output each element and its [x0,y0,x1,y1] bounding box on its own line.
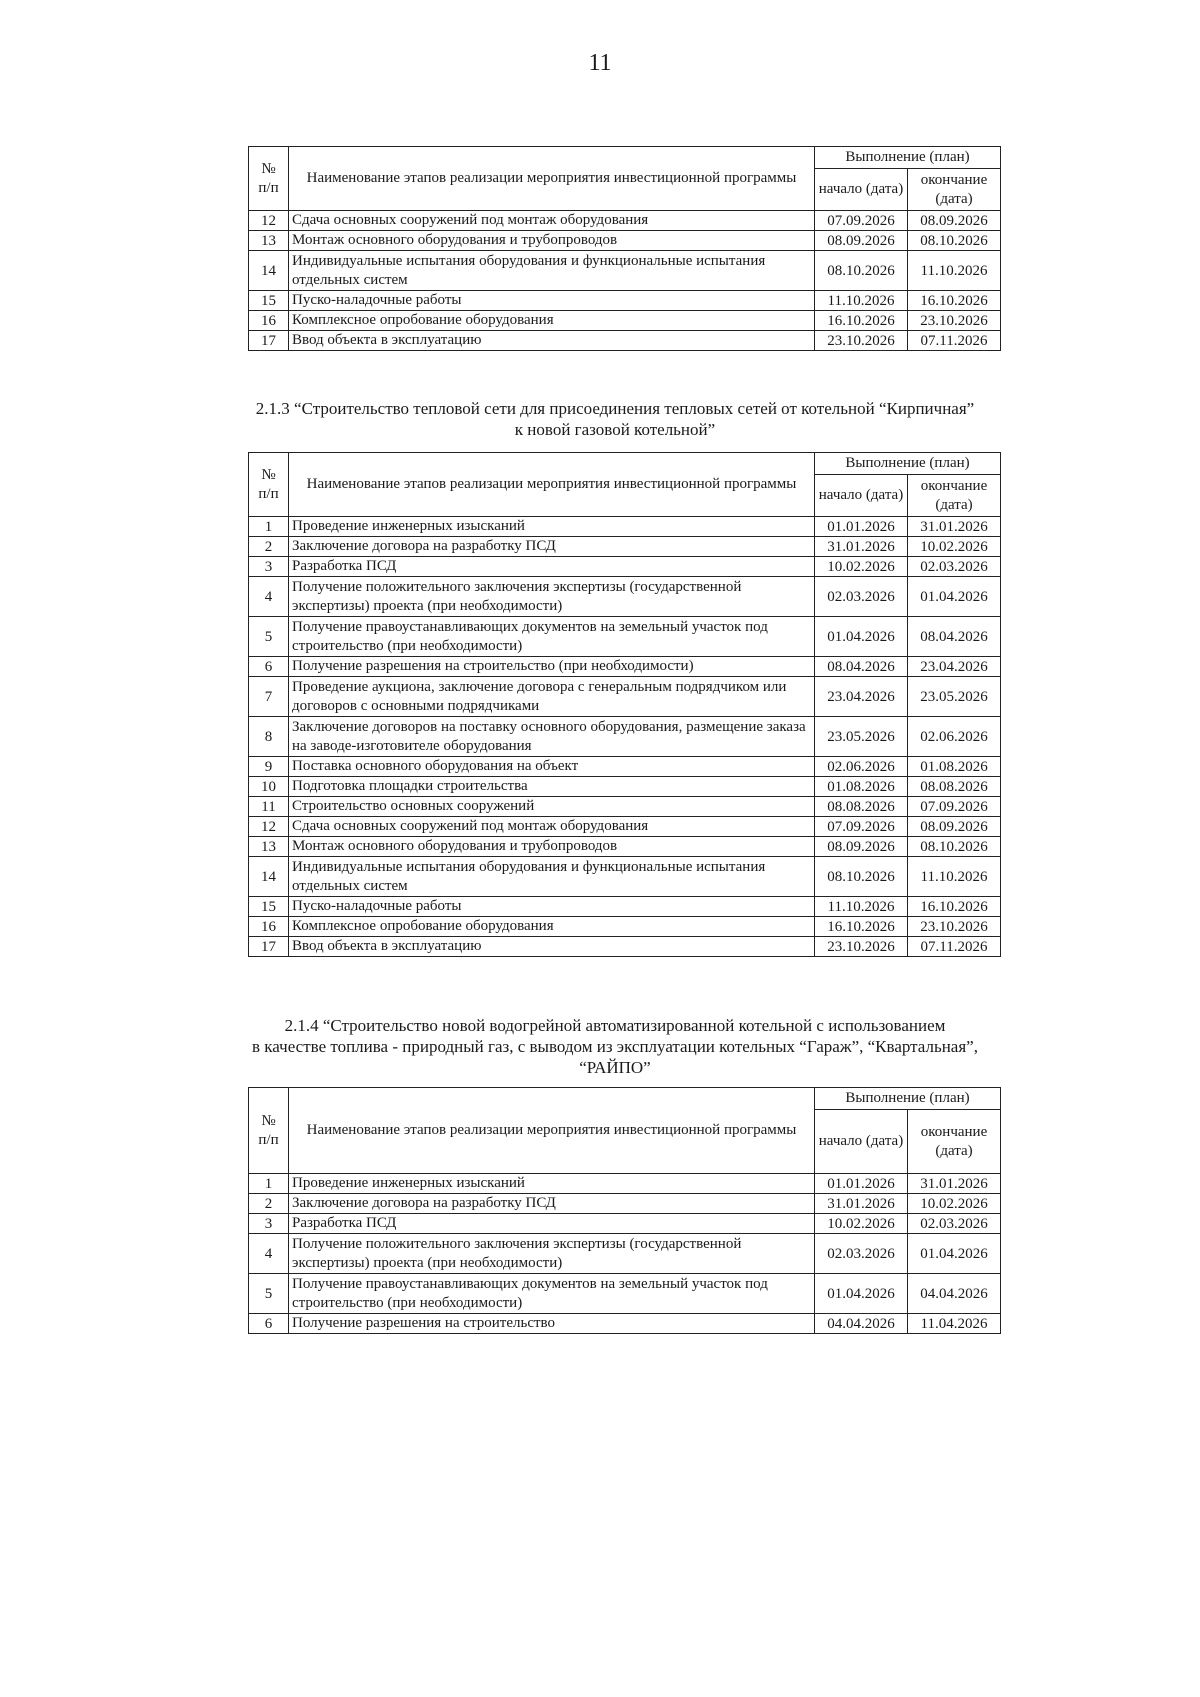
start-date: 01.04.2026 [815,1274,908,1314]
header-start: начало (дата) [815,169,908,211]
row-number: 5 [249,617,289,657]
plan-table-continuation [248,146,1001,351]
start-date: 01.04.2026 [815,617,908,657]
row-number: 12 [249,817,289,837]
stage-name: Разработка ПСД [289,1214,815,1234]
header-execution: Выполнение (план) [815,147,1001,169]
row-number: 8 [249,717,289,757]
row-number: 14 [249,251,289,291]
table-row [249,797,1001,817]
start-date: 23.10.2026 [815,331,908,351]
start-date: 31.01.2026 [815,1194,908,1214]
section-heading-line: 2.1.3 “Строительство тепловой сети для присоединения тепловых сетей от котельной “Кирпичная” [255,399,975,418]
end-date: 08.10.2026 [908,231,1001,251]
row-number: 16 [249,917,289,937]
start-date: 07.09.2026 [815,211,908,231]
stage-name: Заключение договора на разработку ПСД [289,1194,815,1214]
start-date: 23.10.2026 [815,937,908,957]
start-date: 11.10.2026 [815,291,908,311]
stage-name: Проведение инженерных изысканий [289,517,815,537]
table-row [249,677,1001,717]
start-date: 11.10.2026 [815,897,908,917]
header-num-line1: № [261,1112,276,1129]
header-num-line2: п/п [258,485,279,502]
end-date: 10.02.2026 [908,1194,1001,1214]
table-body [249,1174,1001,1334]
stage-name: Пуско-наладочные работы [289,897,815,917]
start-date: 23.05.2026 [815,717,908,757]
table-row [249,231,1001,251]
table-row [249,311,1001,331]
row-number: 16 [249,311,289,331]
table-row [249,577,1001,617]
start-date: 08.10.2026 [815,857,908,897]
table-row [249,897,1001,917]
start-date: 02.06.2026 [815,757,908,777]
header-num-line1: № [261,160,276,177]
row-number: 17 [249,331,289,351]
stage-name: Индивидуальные испытания оборудования и функциональные испытания отдельных систем [289,251,815,291]
end-date: 23.10.2026 [908,917,1001,937]
section-heading-line: 2.1.4 “Строительство новой водогрейной автоматизированной котельной с использованием [284,1016,946,1035]
row-number: 7 [249,677,289,717]
end-date: 08.09.2026 [908,817,1001,837]
end-date: 31.01.2026 [908,1174,1001,1194]
start-date: 16.10.2026 [815,311,908,331]
end-date: 11.10.2026 [908,251,1001,291]
table-row [249,657,1001,677]
header-stage-name: Наименование этапов реализации мероприятия инвестиционной программы [289,147,815,211]
end-date: 02.03.2026 [908,1214,1001,1234]
row-number: 6 [249,657,289,677]
header-end: окончание (дата) [908,169,1001,211]
end-date: 10.02.2026 [908,537,1001,557]
row-number: 6 [249,1314,289,1334]
end-date: 16.10.2026 [908,291,1001,311]
stage-name: Получение положительного заключения экспертизы (государственной экспертизы) проекта (при необходимости) [289,577,815,617]
header-execution: Выполнение (план) [815,1088,1001,1110]
start-date: 02.03.2026 [815,577,908,617]
row-number: 13 [249,837,289,857]
row-number: 9 [249,757,289,777]
stage-name: Пуско-наладочные работы [289,291,815,311]
start-date: 08.04.2026 [815,657,908,677]
start-date: 08.09.2026 [815,837,908,857]
end-date: 01.08.2026 [908,757,1001,777]
header-start: начало (дата) [815,1110,908,1174]
end-date: 08.08.2026 [908,777,1001,797]
end-date: 02.06.2026 [908,717,1001,757]
header-num-line2: п/п [258,179,279,196]
row-number: 12 [249,211,289,231]
end-date: 04.04.2026 [908,1274,1001,1314]
stage-name: Получение положительного заключения экспертизы (государственной экспертизы) проекта (при необходимости) [289,1234,815,1274]
table-row [249,937,1001,957]
start-date: 16.10.2026 [815,917,908,937]
row-number: 2 [249,1194,289,1214]
table-row [249,1194,1001,1214]
stage-name: Монтаж основного оборудования и трубопроводов [289,837,815,857]
stage-name: Подготовка площадки строительства [289,777,815,797]
start-date: 04.04.2026 [815,1314,908,1334]
row-number: 13 [249,231,289,251]
start-date: 01.08.2026 [815,777,908,797]
header-num-line2: п/п [258,1131,279,1148]
stage-name: Сдача основных сооружений под монтаж оборудования [289,817,815,837]
row-number: 10 [249,777,289,797]
stage-name: Заключение договора на разработку ПСД [289,537,815,557]
table-row [249,211,1001,231]
header-num-line1: № [261,466,276,483]
header-stage-name: Наименование этапов реализации мероприятия инвестиционной программы [289,1088,815,1174]
stage-name: Проведение аукциона, заключение договора с генеральным подрядчиком или договоров с основными подрядчиками [289,677,815,717]
end-date: 07.11.2026 [908,937,1001,957]
start-date: 31.01.2026 [815,537,908,557]
start-date: 08.08.2026 [815,797,908,817]
stage-name: Индивидуальные испытания оборудования и функциональные испытания отдельных систем [289,857,815,897]
stage-name: Ввод объекта в эксплуатацию [289,937,815,957]
table-row [249,331,1001,351]
table-row [249,1214,1001,1234]
end-date: 11.10.2026 [908,857,1001,897]
table-row [249,757,1001,777]
end-date: 08.10.2026 [908,837,1001,857]
row-number: 5 [249,1274,289,1314]
end-date: 08.04.2026 [908,617,1001,657]
start-date: 01.01.2026 [815,1174,908,1194]
row-number: 3 [249,1214,289,1234]
row-number: 15 [249,291,289,311]
row-number: 1 [249,517,289,537]
header-stage-name: Наименование этапов реализации мероприятия инвестиционной программы [289,453,815,517]
stage-name: Комплексное опробование оборудования [289,311,815,331]
table-row [249,291,1001,311]
header-end: окончание (дата) [908,475,1001,517]
stage-name: Получение правоустанавливающих документов на земельный участок под строительство (при необходимости) [289,617,815,657]
end-date: 07.11.2026 [908,331,1001,351]
start-date: 10.02.2026 [815,557,908,577]
start-date: 01.01.2026 [815,517,908,537]
end-date: 31.01.2026 [908,517,1001,537]
stage-name: Ввод объекта в эксплуатацию [289,331,815,351]
section-heading-line: “РАЙПО” [579,1058,651,1077]
stage-name: Получение разрешения на строительство [289,1314,815,1334]
end-date: 02.03.2026 [908,557,1001,577]
header-num [249,453,289,517]
stage-name: Монтаж основного оборудования и трубопроводов [289,231,815,251]
header-num [249,1088,289,1174]
row-number: 1 [249,1174,289,1194]
row-number: 2 [249,537,289,557]
header-end: окончание (дата) [908,1110,1001,1174]
end-date: 16.10.2026 [908,897,1001,917]
header-execution: Выполнение (план) [815,453,1001,475]
end-date: 11.04.2026 [908,1314,1001,1334]
row-number: 4 [249,1234,289,1274]
header-num [249,147,289,211]
stage-name: Сдача основных сооружений под монтаж оборудования [289,211,815,231]
stage-name: Получение правоустанавливающих документов на земельный участок под строительство (при необходимости) [289,1274,815,1314]
stage-name: Комплексное опробование оборудования [289,917,815,937]
start-date: 23.04.2026 [815,677,908,717]
end-date: 23.05.2026 [908,677,1001,717]
table-row [249,1174,1001,1194]
end-date: 07.09.2026 [908,797,1001,817]
table-row [249,1234,1001,1274]
row-number: 3 [249,557,289,577]
row-number: 17 [249,937,289,957]
table-row [249,777,1001,797]
stage-name: Получение разрешения на строительство (при необходимости) [289,657,815,677]
table-row [249,717,1001,757]
row-number: 11 [249,797,289,817]
end-date: 23.04.2026 [908,657,1001,677]
start-date: 07.09.2026 [815,817,908,837]
table-row [249,817,1001,837]
start-date: 08.09.2026 [815,231,908,251]
table-body [249,211,1001,351]
table-row [249,557,1001,577]
table-row [249,251,1001,291]
end-date: 08.09.2026 [908,211,1001,231]
start-date: 08.10.2026 [815,251,908,291]
end-date: 23.10.2026 [908,311,1001,331]
table-row [249,1274,1001,1314]
stage-name: Заключение договоров на поставку основного оборудования, размещение заказа на заводе-изготовителе оборудования [289,717,815,757]
stage-name: Проведение инженерных изысканий [289,1174,815,1194]
header-start: начало (дата) [815,475,908,517]
section-heading-line: к новой газовой котельной” [514,420,716,439]
section-heading-2-1-4 [230,1015,1000,1078]
page-number: 11 [588,50,612,76]
end-date: 01.04.2026 [908,1234,1001,1274]
row-number: 15 [249,897,289,917]
end-date: 01.04.2026 [908,577,1001,617]
stage-name: Поставка основного оборудования на объект [289,757,815,777]
start-date: 02.03.2026 [815,1234,908,1274]
table-body [249,517,1001,957]
stage-name: Разработка ПСД [289,557,815,577]
table-row [249,517,1001,537]
table-row [249,1314,1001,1334]
plan-table-2-1-4 [248,1087,1001,1334]
table-row [249,837,1001,857]
plan-table-2-1-3 [248,452,1001,957]
row-number: 4 [249,577,289,617]
table-row [249,617,1001,657]
row-number: 14 [249,857,289,897]
table-row [249,917,1001,937]
stage-name: Строительство основных сооружений [289,797,815,817]
table-row [249,537,1001,557]
section-heading-line: в качестве топлива - природный газ, с выводом из эксплуатации котельных “Гараж”, “Квартальная”, [252,1037,978,1056]
table-row [249,857,1001,897]
start-date: 10.02.2026 [815,1214,908,1234]
section-heading-2-1-3 [230,398,1000,440]
